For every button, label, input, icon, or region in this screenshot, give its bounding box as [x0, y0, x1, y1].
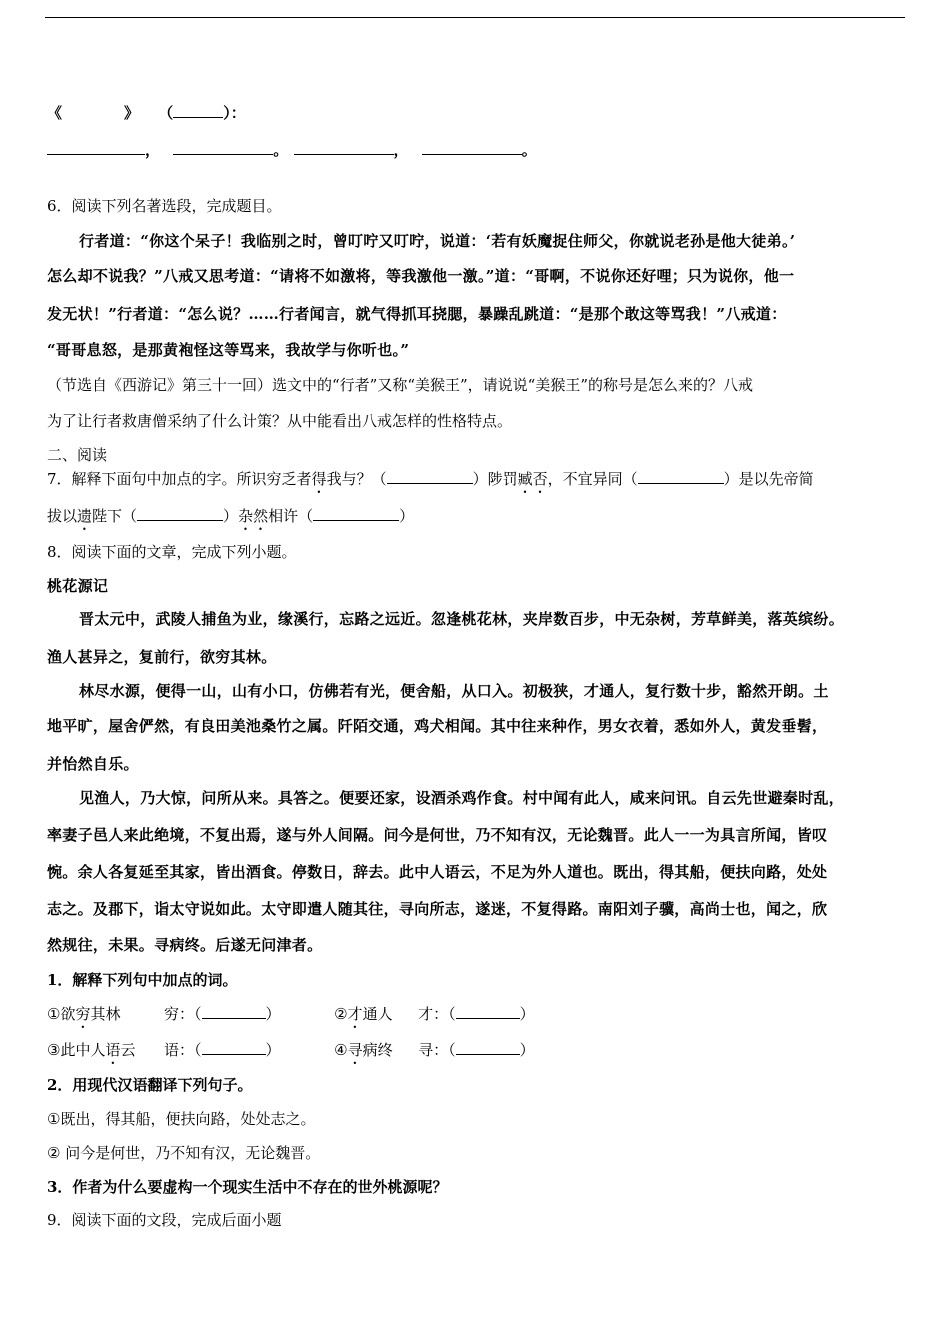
answer-blank[interactable]: [137, 506, 223, 521]
q9-title: 9．阅读下面的文段，完成后面小题: [47, 1211, 282, 1229]
q6-passage-line: 发无状！”行者道：“怎么说？……行者闻言，就气得抓耳挠腮，暴躁乱跳道：“是那个敢这等骂我！”八戒道：: [47, 305, 787, 323]
answer-blank[interactable]: [456, 1004, 520, 1019]
essay-title: 桃花源记: [47, 577, 109, 595]
q7-line-1: 7．解释下面句中加点的字。所识穷乏者得我与？（ ）陟罚臧否，不宜异同（ ）是以先帝简: [47, 470, 814, 488]
answer-blank[interactable]: [202, 1004, 266, 1019]
answer-blank[interactable]: [294, 140, 394, 155]
q8-sub2-item: ② 问今是何世，乃不知有汉，无论魏晋。: [47, 1144, 321, 1162]
quote-fill-line: ， 。 ， 。: [47, 140, 537, 160]
essay-line: 渔人甚异之，复前行，欲穷其林。: [47, 648, 277, 666]
answer-blank[interactable]: [387, 469, 473, 484]
q8-sub1-title: 1．解释下列句中加点的词。: [47, 971, 238, 989]
answer-blank[interactable]: [202, 1040, 266, 1055]
answer-blank[interactable]: [638, 469, 724, 484]
q6-passage-line: 怎么却不说我？”八戒又思考道：“请将不如激将，等我激他一激。”道：“哥啊，不说你还好哩；只为说你，他一: [47, 267, 795, 285]
answer-blank[interactable]: [456, 1040, 520, 1055]
essay-line: 林尽水源，便得一山，山有小口，仿佛若有光，便舍船，从口入。初极狭，才通人，复行数十步，豁然开朗。土: [79, 682, 829, 700]
essay-line: 率妻子邑人来此绝境，不复出焉，遂与外人间隔。问今是何世，乃不知有汉，无论魏晋。此人一一为具言所闻，皆叹: [47, 826, 828, 844]
essay-line: 地平旷，屋舍俨然，有良田美池桑竹之属。阡陌交通，鸡犬相闻。其中往来种作，男女衣着，悉如外人，黄发垂髫，: [47, 717, 828, 735]
essay-line: 志之。及郡下，诣太守说如此。太守即遣人随其往，寻向所志，遂迷，不复得路。南阳刘子骥，高尚士也，闻之，欣: [47, 900, 828, 918]
answer-blank[interactable]: [313, 506, 399, 521]
book-title-fill-line: 《 》 （ ）：: [47, 104, 246, 122]
q8-title: 8．阅读下面的文章，完成下列小题。: [47, 543, 297, 561]
essay-line: 见渔人，乃大惊，问所从来。具答之。便要还家，设酒杀鸡作食。村中闻有此人，咸来问讯。自云先世避秦时乱，: [79, 789, 845, 807]
q6-title: 6．阅读下列名著选段，完成题目。: [47, 197, 282, 215]
q6-question-line: 为了让行者救唐僧采纳了什么计策？从中能看出八戒怎样的性格特点。: [47, 412, 513, 430]
header-rule: [45, 17, 905, 18]
essay-line: 惋。余人各复延至其家，皆出酒食。停数日，辞去。此中人语云，不足为外人道也。既出，得其船，便扶向路，处处: [47, 863, 828, 881]
q8-sub2-title: 2．用现代汉语翻译下列句子。: [47, 1076, 253, 1094]
essay-line: 并怡然自乐。: [47, 755, 139, 773]
answer-blank[interactable]: [422, 140, 522, 155]
q8-sub1-row: ①欲穷其林 穷：（ ） ②才通人 才：（ ）: [47, 1005, 535, 1023]
section-heading: 二、阅读: [47, 446, 108, 464]
q7-line-2: 拔以遗陛下（ ）杂然相许（ ）: [47, 507, 415, 525]
answer-blank[interactable]: [47, 140, 145, 155]
q6-passage-line: 行者道：“你这个呆子！我临别之时，曾叮咛又叮咛，说道：‘若有妖魔捉住师父，你就说老孙是他大徒弟。’: [79, 232, 796, 250]
q8-sub3-title: 3．作者为什么要虚构一个现实生活中不存在的世外桃源呢？: [47, 1178, 448, 1196]
q8-sub1-row: ③此中人语云 语：（ ） ④寻病终 寻：（ ）: [47, 1041, 535, 1059]
answer-blank[interactable]: [173, 103, 223, 118]
answer-blank[interactable]: [173, 140, 273, 155]
q8-sub2-item: ①既出，得其船，便扶向路，处处志之。: [47, 1110, 316, 1128]
q6-question-line: （节选自《西游记》第三十一回）选文中的“行者”又称“美猴王”，请说说“美猴王”的称号是怎么来的？八戒: [47, 376, 754, 394]
q6-passage-line: “哥哥息怒，是那黄袍怪这等骂来，我故学与你听也。”: [47, 341, 410, 359]
essay-line: 晋太元中，武陵人捕鱼为业，缘溪行，忘路之远近。忽逢桃花林，夹岸数百步，中无杂树，芳草鲜美，落英缤纷。: [79, 610, 845, 628]
essay-line: 然规往，未果。寻病终。后遂无问津者。: [47, 936, 323, 954]
